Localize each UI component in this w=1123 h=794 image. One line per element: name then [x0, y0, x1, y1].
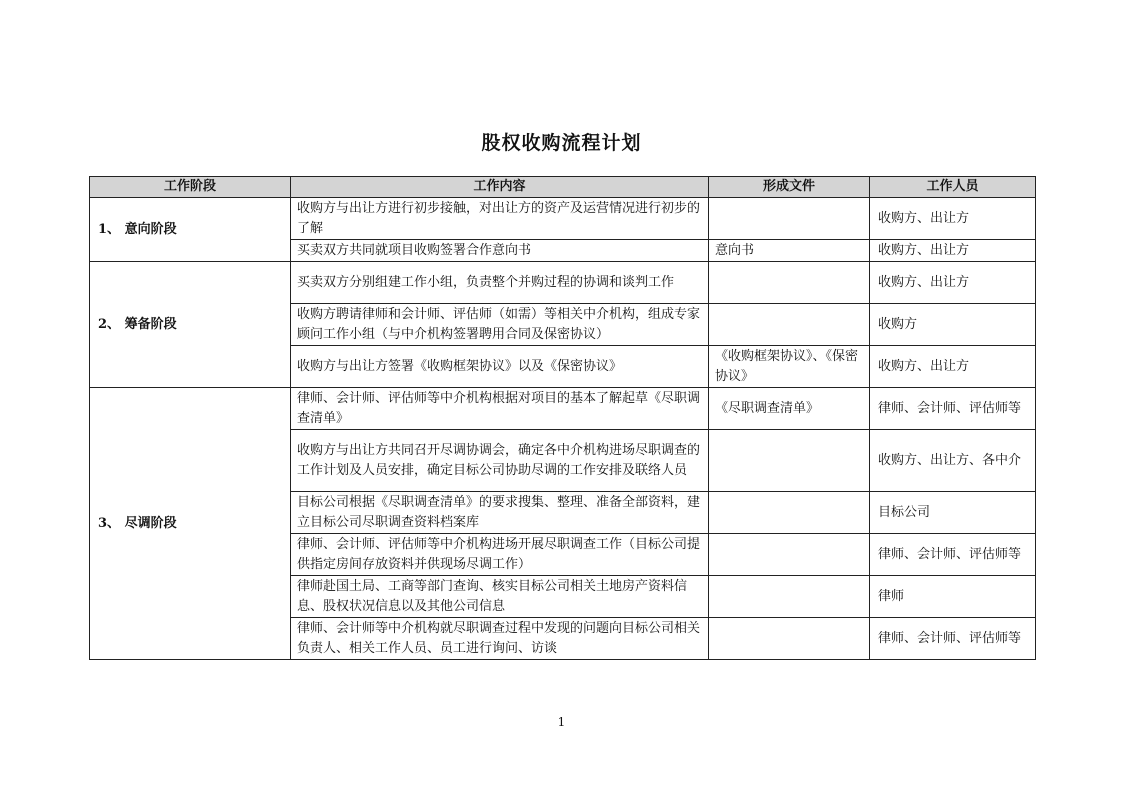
content-cell: 收购方与出让方进行初步接触，对出让方的资产及运营情况进行初步的了解 [291, 198, 709, 240]
staff-cell: 目标公司 [870, 492, 1036, 534]
header-staff: 工作人员 [870, 177, 1036, 198]
table-row [90, 262, 1036, 304]
header-document: 形成文件 [709, 177, 870, 198]
content-cell: 买卖双方共同就项目收购签署合作意向书 [291, 240, 709, 262]
acquisition-plan-table [89, 176, 1036, 660]
content-cell: 收购方与出让方共同召开尽调协调会，确定各中介机构进场尽职调查的工作计划及人员安排，确定目标公司协助尽调的工作安排及联络人员 [291, 430, 709, 492]
staff-cell: 收购方、出让方 [870, 198, 1036, 240]
document-cell [709, 534, 870, 576]
document-cell: 意向书 [709, 240, 870, 262]
document-cell: 《尽职调查清单》 [709, 388, 870, 430]
document-cell [709, 304, 870, 346]
stage-cell-due-diligence: 3、 尽调阶段 [90, 388, 291, 660]
content-cell: 律师赴国土局、工商等部门查询、核实目标公司相关土地房产资料信息、股权状况信息以及其他公司信息 [291, 576, 709, 618]
content-cell: 收购方与出让方签署《收购框架协议》以及《保密协议》 [291, 346, 709, 388]
content-cell: 律师、会计师等中介机构就尽职调查过程中发现的问题向目标公司相关负责人、相关工作人员、员工进行询问、访谈 [291, 618, 709, 660]
content-cell: 买卖双方分别组建工作小组，负责整个并购过程的协调和谈判工作 [291, 262, 709, 304]
staff-cell: 律师、会计师、评估师等 [870, 388, 1036, 430]
staff-cell: 律师 [870, 576, 1036, 618]
table-header-row [90, 177, 1036, 198]
document-cell [709, 492, 870, 534]
header-stage: 工作阶段 [90, 177, 291, 198]
page-title: 股权收购流程计划 [481, 132, 642, 154]
page-number: 1 [557, 715, 566, 729]
document-cell: 《收购框架协议》、《保密协议》 [709, 346, 870, 388]
content-cell: 收购方聘请律师和会计师、评估师（如需）等相关中介机构，组成专家顾问工作小组（与中介机构签署聘用合同及保密协议） [291, 304, 709, 346]
content-cell: 目标公司根据《尽职调查清单》的要求搜集、整理、准备全部资料，建立目标公司尽职调查资料档案库 [291, 492, 709, 534]
staff-cell: 收购方、出让方、各中介 [870, 430, 1036, 492]
table-row [90, 198, 1036, 240]
content-cell: 律师、会计师、评估师等中介机构根据对项目的基本了解起草《尽职调查清单》 [291, 388, 709, 430]
document-cell [709, 198, 870, 240]
staff-cell: 律师、会计师、评估师等 [870, 534, 1036, 576]
staff-cell: 收购方、出让方 [870, 240, 1036, 262]
header-content: 工作内容 [291, 177, 709, 198]
document-cell [709, 618, 870, 660]
document-cell [709, 262, 870, 304]
content-cell: 律师、会计师、评估师等中介机构进场开展尽职调查工作（目标公司提供指定房间存放资料并供现场尽调工作） [291, 534, 709, 576]
document-cell [709, 576, 870, 618]
stage-cell-intent: 1、 意向阶段 [90, 198, 291, 262]
staff-cell: 收购方、出让方 [870, 346, 1036, 388]
staff-cell: 收购方 [870, 304, 1036, 346]
document-cell [709, 430, 870, 492]
staff-cell: 律师、会计师、评估师等 [870, 618, 1036, 660]
table-row [90, 388, 1036, 430]
staff-cell: 收购方、出让方 [870, 262, 1036, 304]
stage-cell-preparation: 2、 筹备阶段 [90, 262, 291, 388]
